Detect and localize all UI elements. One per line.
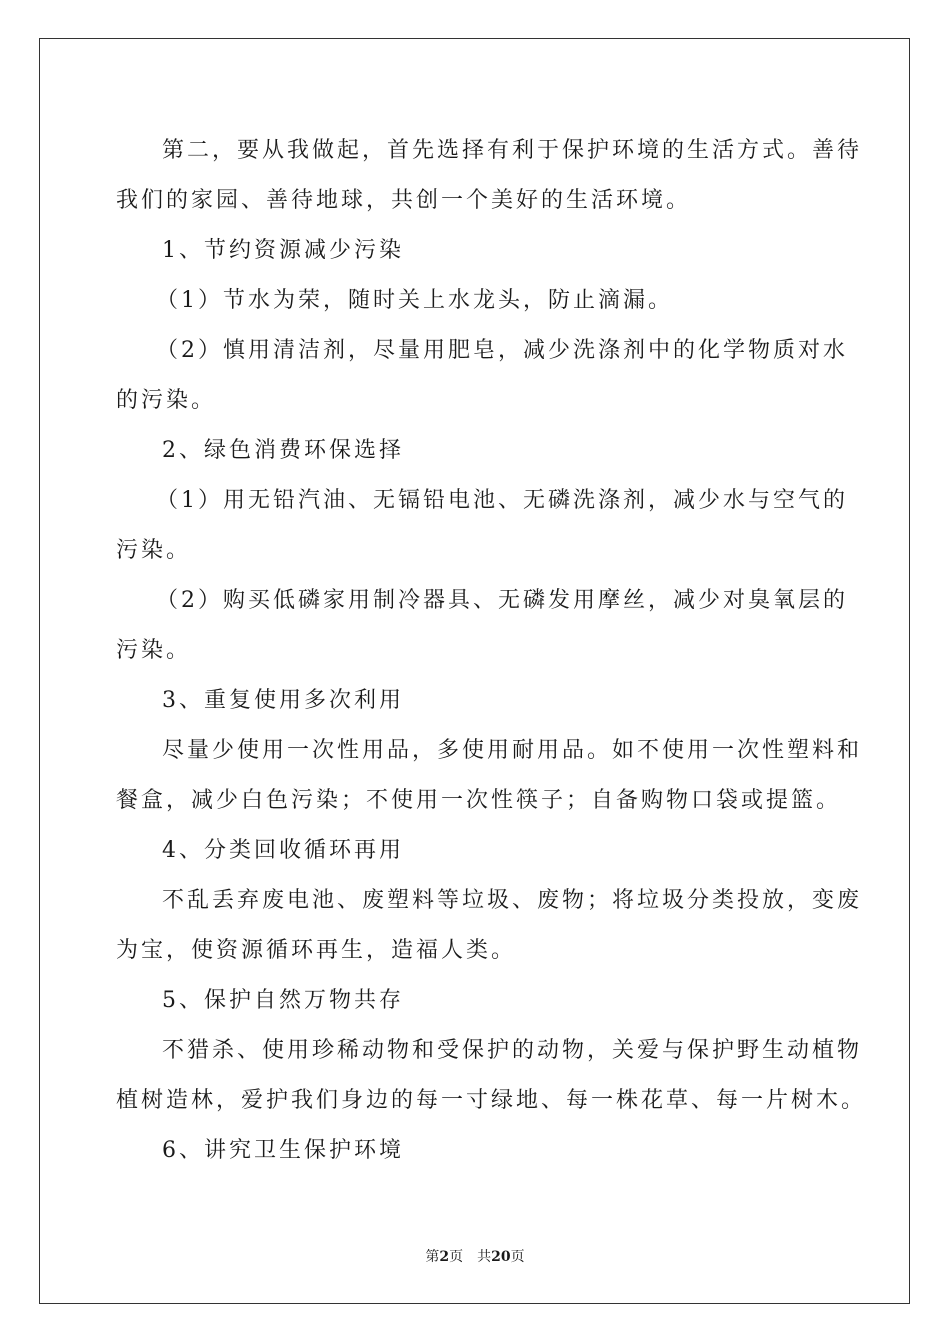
paragraph-line: （2）慎用清洁剂，尽量用肥皂，减少洗涤剂中的化学物质对水 <box>156 338 848 363</box>
paragraph-line: 的污染。 <box>116 388 217 413</box>
paragraph-line: 污染。 <box>116 538 192 563</box>
paragraph-line: 不乱丢弃废电池、废塑料等垃圾、废物；将垃圾分类投放，变废 <box>162 888 863 913</box>
total-prefix: 共 <box>477 1249 492 1265</box>
page-suffix: 页 <box>449 1249 464 1265</box>
paragraph-line: 污染。 <box>116 638 192 663</box>
paragraph-line: 我们的家园、善待地球，共创一个美好的生活环境。 <box>116 188 692 213</box>
section-heading: 4、分类回收循环再用 <box>162 838 404 863</box>
page-number: 2 <box>439 1249 450 1265</box>
paragraph-line: （2）购买低磷家用制冷器具、无磷发用摩丝，减少对臭氧层的 <box>156 588 848 613</box>
section-heading: 3、重复使用多次利用 <box>162 688 404 713</box>
paragraph-line: （1）用无铅汽油、无镉铅电池、无磷洗涤剂，减少水与空气的 <box>156 488 848 513</box>
section-heading: 5、保护自然万物共存 <box>162 988 404 1013</box>
page-footer <box>0 1247 950 1267</box>
total-suffix: 页 <box>510 1249 525 1265</box>
document-body <box>116 126 867 1176</box>
section-heading: 1、节约资源减少污染 <box>162 238 404 263</box>
paragraph-line: 不猎杀、使用珍稀动物和受保护的动物，关爱与保护野生动植物 <box>162 1038 863 1063</box>
paragraph-line: 第二，要从我做起，首先选择有利于保护环境的生活方式。善待 <box>162 138 863 163</box>
paragraph-line: （1）节水为荣，随时关上水龙头，防止滴漏。 <box>156 288 673 313</box>
page-prefix: 第 <box>425 1249 440 1265</box>
section-heading: 6、讲究卫生保护环境 <box>162 1138 404 1163</box>
paragraph-line: 植树造林，爱护我们身边的每一寸绿地、每一株花草、每一片树木。 <box>116 1088 867 1113</box>
paragraph-line: 为宝，使资源循环再生，造福人类。 <box>116 938 517 963</box>
paragraph-line: 餐盒，减少白色污染；不使用一次性筷子；自备购物口袋或提篮。 <box>116 788 842 813</box>
section-heading: 2、绿色消费环保选择 <box>162 438 404 463</box>
total-pages: 20 <box>491 1249 511 1265</box>
paragraph-line: 尽量少使用一次性用品，多使用耐用品。如不使用一次性塑料和 <box>162 738 863 763</box>
